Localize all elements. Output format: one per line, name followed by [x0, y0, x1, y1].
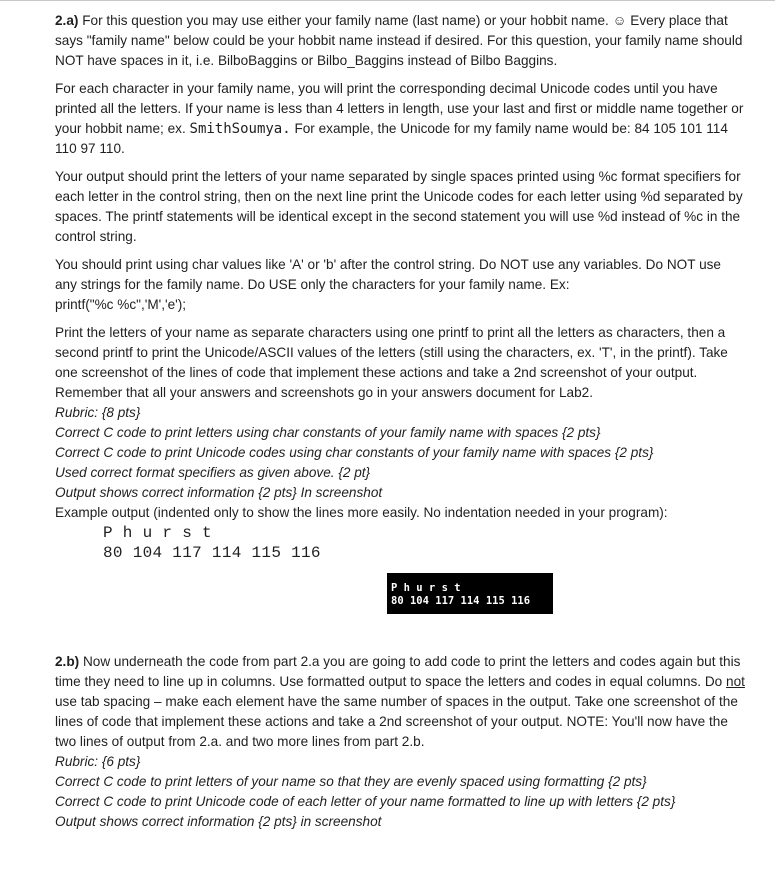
q2b-text: Now underneath the code from part 2.a you are going to add code to print the letters and codes again but this time they need to line up in columns. Use formatted output to space the letters and codes in equal columns. Do: [55, 654, 741, 689]
example-output-codes: 80 104 117 114 115 116: [103, 544, 321, 562]
q2b-label: 2.b): [55, 654, 80, 669]
q2b-paragraph: [55, 652, 745, 752]
q2b-not-emphasis: not: [726, 674, 745, 689]
q2a-intro-paragraph: [55, 11, 745, 71]
rubric-item: Output shows correct information {2 pts} in screenshot: [55, 814, 382, 829]
q2b-rubric: [55, 752, 745, 832]
terminal-line-codes: 80 104 117 114 115 116: [391, 595, 531, 607]
q2a-char-values-paragraph: [55, 255, 745, 315]
printf-example: printf("%c %c",'M','e');: [55, 297, 187, 312]
example-output-letters: P h u r s t: [103, 524, 212, 542]
smiley-icon: ☺: [612, 13, 627, 28]
rubric-item: Output shows correct information {2 pts} In screenshot: [55, 485, 383, 500]
q2a-rubric: [55, 403, 745, 503]
q2a-intro-text-cont: Every place that says "family name" below could be your hobbit name instead if desired. For this question, your family name should NOT have spaces in it, i.e. BilboBaggins or Bilbo_Baggins instead of Bilbo Baggins.: [55, 13, 743, 68]
terminal-line-letters: P h u r s t: [391, 582, 461, 594]
rubric-header: Rubric: {6 pts}: [55, 754, 141, 769]
name-example: SmithSoumya.: [189, 121, 291, 137]
example-output-intro: Example output (indented only to show the lines more easily. No indentation needed in your program):: [55, 505, 668, 520]
rubric-item: Correct C code to print Unicode codes using char constants of your family name with spaces {2 pts}: [55, 445, 654, 460]
rubric-header: Rubric: {8 pts}: [55, 405, 141, 420]
rubric-item: Correct C code to print letters of your name so that they are evenly spaced using formatting {2 pts}: [55, 774, 647, 789]
question-2a: [55, 11, 745, 563]
terminal-output-screenshot: [387, 573, 553, 614]
q2a-unicode-text: For each character in your family name, you will print the corresponding decimal Unicode codes until you have printed all the letters. If your name is less than 4 letters in length, use your last and first or middle name together or your hobbit name; ex.: [55, 81, 744, 136]
rubric-item: Correct C code to print Unicode code of each letter of your name formatted to line up with letters {2 pts}: [55, 794, 676, 809]
rubric-item: Correct C code to print letters using char constants of your family name with spaces {2 pts}: [55, 425, 601, 440]
q2a-unicode-paragraph: [55, 79, 745, 159]
q2a-unicode-text-cont: For example, the Unicode for my family name would be: 84 105 101 114 110 97 110.: [55, 121, 728, 156]
question-2b: [55, 652, 745, 832]
q2a-instructions-paragraph: Print the letters of your name as separate characters using one printf to print all the letters as characters, then a second printf to print the Unicode/ASCII values of the letters (still using the characters, ex. 'T', in the printf). Take one screenshot of the lines of code that implement these actions and take a 2nd screenshot of your output. Remember that all your answers and screenshots go in your answers document for Lab2.: [55, 325, 728, 400]
q2a-intro-text: For this question you may use either your family name (last name) or your hobbit name.: [78, 13, 613, 28]
q2a-char-values-text: You should print using char values like 'A' or 'b' after the control string. Do NOT use any variables. Do NOT use any strings for the family name. Do USE only the characters for your family name. Ex:: [55, 257, 721, 292]
q2a-output-paragraph: Your output should print the letters of your name separated by single spaces printed using %c format specifiers for each letter in the control string, then on the next line print the Unicode codes for each letter using %d separated by spaces. The printf statements will be identical except in the second statement you will use %d instead of %c in the control string.: [55, 169, 743, 244]
q2a-label: 2.a): [55, 13, 79, 28]
q2b-text-cont: use tab spacing – make each element have the same number of spaces in the output. Take one screenshot of the lines of code that implement these actions and take a 2nd screenshot of your output. NOTE: You'll now have the two lines of output from 2.a. and two more lines from part 2.b.: [55, 694, 738, 749]
rubric-item: Used correct format specifiers as given above. {2 pt}: [55, 465, 371, 480]
